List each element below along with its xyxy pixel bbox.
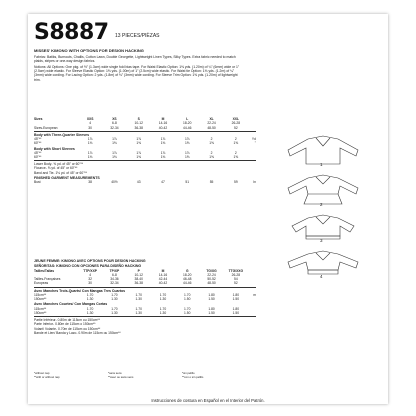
row-unit: " bbox=[254, 141, 256, 146]
row-cell: 2 bbox=[234, 136, 237, 141]
row-cell: 2 bbox=[234, 150, 237, 155]
row-cell: 36-38 bbox=[134, 125, 143, 130]
sketch-number: 1 bbox=[320, 162, 323, 167]
row-cell: 32 bbox=[88, 277, 92, 282]
yardage-chart-english bbox=[34, 117, 256, 185]
row-cell: M bbox=[161, 268, 165, 273]
row-cell: 50-52 bbox=[207, 277, 216, 282]
chart-section-heading: Body with Three-Quarter Sleeves bbox=[34, 132, 90, 137]
row-cell: 1.70 bbox=[159, 292, 167, 297]
row-cell: 1.50 bbox=[184, 297, 191, 302]
row-cell: 48-50 bbox=[207, 281, 216, 286]
row-cell: G bbox=[185, 268, 189, 273]
row-cell: 1⅜ bbox=[136, 141, 141, 146]
row-cell: 18-20 bbox=[183, 121, 192, 126]
row-cell: 1.80 bbox=[208, 306, 215, 311]
row-cell: 1.70 bbox=[86, 306, 94, 311]
piece-count: 13 PIECES/PIÈZAS bbox=[115, 33, 160, 39]
row-cell: 1⅞ bbox=[136, 150, 141, 155]
chart-row bbox=[34, 297, 256, 301]
notions-text: Notions: All Options: One pkg. of ½" (1.3cm) wide single fold bias tape. For Waist Elastic Option: 1⅜ yds. (1.20m) of ¼" (6mm) wide or 1" (2.5cm) wide elastic. For Sleeve Elastic Option: 1⅜ yds. (1.00m) of 1" (2.5cm) wide elastic. For Waist tie Option: 1⅜ yds. (1.2m) of ¼" (3mm) wide cording. For Lacing Option: 2 yds. (1.8m) of ⅛" (3mm) wide cording. For Sleeve Trim Option: 1⅜ yds. (1.20m) of lightweight trim. bbox=[34, 64, 240, 82]
row-cell: 32-34 bbox=[110, 281, 119, 286]
row-label: 115cm** bbox=[34, 306, 47, 311]
french-title: JEUNE FEMME: KIMONO AVEC OPTIONS POUR DESIGN HACKING bbox=[34, 259, 146, 263]
chart-section-heading: FINISHED GARMENT MEASUREMENTS bbox=[34, 175, 100, 180]
footnote: *without nap bbox=[34, 371, 50, 375]
row-unit: In bbox=[253, 180, 256, 185]
row-cell: 1⅝ bbox=[233, 155, 239, 160]
row-cell: 43 bbox=[136, 180, 141, 185]
row-cell: 1⅞ bbox=[184, 136, 190, 141]
chart-line: Lower Body- ⅜ yd. of 45" or 60"** bbox=[34, 162, 84, 167]
spanish-title: SEÑORITAS: KIMONO CON OPCIONES PARA DISEÑO HACKING bbox=[34, 264, 142, 269]
row-cell: 1.70 bbox=[184, 292, 191, 297]
sketch-3 bbox=[268, 212, 378, 242]
row-cell: TTP/XXP bbox=[83, 268, 98, 273]
footnote: **with or without nap bbox=[34, 374, 60, 379]
row-cell: 1.80 bbox=[208, 292, 215, 297]
row-unit: Yd bbox=[251, 136, 256, 141]
row-cell: 1⅜ bbox=[112, 141, 117, 146]
row-cell: 52 bbox=[233, 281, 238, 286]
chart-line: Flounce- ⅝ yd. of 45" or 60"** bbox=[34, 166, 78, 171]
sketch-number: 3 bbox=[320, 238, 323, 243]
row-cell: TG/XG bbox=[206, 268, 217, 273]
sketch-1 bbox=[268, 132, 378, 166]
row-cell: 1⅞ bbox=[87, 136, 93, 141]
row-label: Europeas bbox=[34, 281, 49, 286]
row-cell: 36-38 bbox=[134, 281, 143, 286]
row-unit bbox=[248, 297, 256, 301]
row-cell: 1.50 bbox=[208, 297, 215, 302]
row-cell: 1⅝ bbox=[184, 155, 190, 160]
row-cell: M bbox=[161, 117, 165, 121]
chart-divider bbox=[34, 131, 256, 132]
row-cell: 1.70 bbox=[111, 292, 118, 297]
row-label: 45"** bbox=[34, 150, 42, 155]
row-cell: 1⅜ bbox=[160, 155, 166, 160]
sketch-4 bbox=[268, 248, 378, 278]
chart-row bbox=[34, 141, 256, 145]
row-cell: 1⅞ bbox=[184, 150, 190, 155]
row-cell: 54 bbox=[233, 277, 238, 282]
row-cell: 44-46 bbox=[183, 125, 192, 130]
row-cell: 1⅞ bbox=[87, 150, 93, 155]
row-cell: 1⅞ bbox=[160, 136, 166, 141]
chart-divider bbox=[34, 287, 256, 288]
row-cell: 1⅝ bbox=[209, 141, 214, 146]
row-cell: 1.70 bbox=[159, 306, 167, 311]
row-cell: 51 bbox=[185, 180, 190, 185]
footnote-group bbox=[108, 372, 182, 379]
garment-title: MISSES' KIMONO WITH OPTIONS FOR DESIGN HACKING bbox=[34, 48, 144, 53]
row-cell: 1.70 bbox=[111, 306, 118, 311]
row-cell: 32-34 bbox=[110, 125, 119, 130]
row-unit bbox=[248, 126, 256, 130]
sketch-2 bbox=[268, 172, 378, 206]
chart-line: Volant/ Volante- 0.70m de 115cm ou 150cm** bbox=[34, 326, 101, 331]
row-cell: TP/XP bbox=[109, 268, 120, 273]
row-cell: TTG/XXG bbox=[228, 268, 244, 273]
chart-row bbox=[34, 126, 256, 130]
row-cell: 18-20 bbox=[183, 272, 192, 277]
row-cell: 14-16 bbox=[158, 272, 168, 277]
footnote: **con o sin pelillo bbox=[182, 374, 204, 379]
row-cell: 55 bbox=[209, 180, 214, 185]
row-cell: 1⅞ bbox=[112, 150, 117, 155]
row-cell: 2 bbox=[210, 150, 213, 155]
row-cell: 1.80 bbox=[232, 306, 240, 311]
row-cell: 4 bbox=[89, 121, 92, 126]
row-cell: 1.50 bbox=[232, 297, 240, 302]
chart-section-heading: Avec Manches Courtes/ Con Mangas Cortas bbox=[34, 302, 108, 307]
row-unit bbox=[248, 311, 256, 315]
row-label: 45"** bbox=[34, 136, 42, 141]
chart-row bbox=[34, 180, 256, 184]
footnote-group bbox=[34, 372, 108, 379]
row-unit: m bbox=[253, 292, 256, 297]
row-cell: 1.30 bbox=[86, 311, 94, 316]
row-cell: P bbox=[137, 268, 140, 273]
footnotes bbox=[34, 372, 256, 379]
row-cell: 14-16 bbox=[158, 121, 168, 126]
chart-line: Parte Inferior- 0.80m de 115cm o 150cm** bbox=[34, 322, 96, 327]
row-cell: 22-24 bbox=[207, 121, 216, 126]
sketch-number: 2 bbox=[320, 202, 323, 207]
row-cell: 38-40 bbox=[134, 277, 143, 282]
row-label: Tailles-Françaises bbox=[34, 277, 61, 282]
row-unit bbox=[248, 281, 256, 285]
row-cell: 47 bbox=[161, 180, 165, 185]
row-cell: 1.50 bbox=[208, 311, 215, 316]
row-label: Tailles/Tallas bbox=[34, 268, 55, 273]
row-cell: 1⅜ bbox=[87, 141, 93, 146]
row-cell: 1⅞ bbox=[160, 150, 166, 155]
row-cell: XXS bbox=[86, 117, 94, 121]
row-unit bbox=[248, 155, 256, 159]
row-cell: 1.30 bbox=[159, 311, 167, 316]
row-label: 60"** bbox=[34, 155, 42, 160]
row-cell: 1.30 bbox=[159, 297, 167, 302]
yardage-chart-french-spanish bbox=[34, 258, 256, 335]
chart-line: Band and Tie- 1⅛ yd. of 45" or 60"** bbox=[34, 170, 87, 175]
row-label: Sizes-European bbox=[34, 125, 58, 130]
garment-sketches bbox=[268, 132, 378, 282]
chart-row bbox=[34, 281, 256, 285]
row-cell: 38 bbox=[88, 180, 92, 185]
chart-line: Partie Inférieur- 0.80m de 115cm ou 150cm** bbox=[34, 317, 100, 322]
row-cell: 30 bbox=[88, 281, 92, 286]
row-label: Bust bbox=[34, 180, 41, 185]
row-cell: 59 bbox=[233, 180, 238, 185]
fabrics-text: Fabrics: Batiks, Burnouts, Challis, Cotton Lawn, Double Georgette, Lightweight Linen Types, Silky Types. Extra fabric needed to match plaids, stripes or one-way design fabrics. bbox=[34, 54, 236, 63]
intro-text bbox=[34, 49, 244, 83]
row-label: 115cm** bbox=[34, 292, 47, 297]
row-cell: 6-8 bbox=[112, 272, 117, 277]
row-label: 150cm** bbox=[34, 297, 47, 302]
footnote: *sans sens bbox=[108, 371, 122, 375]
row-cell: 1⅜ bbox=[160, 141, 166, 146]
row-cell: 1.30 bbox=[135, 311, 142, 316]
row-cell: XXL bbox=[232, 117, 240, 121]
row-cell: 40-42 bbox=[158, 125, 168, 130]
row-cell: 1⅝ bbox=[233, 141, 239, 146]
row-cell: 1.50 bbox=[184, 311, 191, 316]
row-cell: 26-28 bbox=[231, 121, 241, 126]
row-cell: 4 bbox=[89, 272, 92, 277]
footer-note: Instrucciones de costura en Español en el Interior del Patrón. bbox=[151, 398, 265, 403]
chart-row bbox=[34, 155, 256, 159]
row-cell: 1⅝ bbox=[184, 141, 190, 146]
row-label: 150cm** bbox=[34, 311, 47, 316]
row-cell: 1⅞ bbox=[112, 136, 117, 141]
row-cell: 30 bbox=[88, 125, 92, 130]
row-cell: 1.30 bbox=[111, 311, 118, 316]
row-cell: 52 bbox=[233, 125, 238, 130]
row-cell: S bbox=[137, 117, 140, 121]
chart-section-heading: Body with Short Sleeves bbox=[34, 146, 75, 151]
row-cell: 46-48 bbox=[183, 277, 192, 282]
row-cell: 1.30 bbox=[111, 297, 118, 302]
row-cell: 2 bbox=[210, 136, 213, 141]
row-cell: XS bbox=[112, 117, 117, 121]
row-cell: 1⅞ bbox=[136, 136, 141, 141]
row-cell: 1⅜ bbox=[112, 155, 117, 160]
row-cell: 26-28 bbox=[231, 272, 241, 277]
sketch-number: 4 bbox=[320, 274, 323, 279]
pattern-number: S8887 bbox=[34, 20, 109, 45]
chart-line: Bande et Lien/ Banda y Lazo- 0.90m de 115cm ou 150cm** bbox=[34, 330, 121, 335]
row-cell: 44-46 bbox=[183, 281, 192, 286]
row-cell: 1.80 bbox=[232, 292, 240, 297]
row-cell: 10-12 bbox=[134, 121, 143, 126]
header bbox=[34, 20, 160, 45]
row-cell: 6-8 bbox=[112, 121, 117, 126]
row-cell: XL bbox=[209, 117, 214, 121]
row-cell: 42-44 bbox=[158, 277, 168, 282]
chart-row bbox=[34, 311, 256, 315]
row-cell: 1⅜ bbox=[87, 155, 93, 160]
row-cell: 1⅝ bbox=[209, 155, 214, 160]
row-cell: 40½ bbox=[111, 180, 118, 185]
row-cell: 48-50 bbox=[207, 125, 216, 130]
row-cell: 10-12 bbox=[134, 272, 143, 277]
row-cell: 1.50 bbox=[232, 311, 240, 316]
footnote: *sin pelillo bbox=[182, 371, 195, 375]
row-label: Sizes bbox=[34, 117, 43, 121]
row-cell: 1⅜ bbox=[136, 155, 141, 160]
row-cell: 34-36 bbox=[110, 277, 119, 282]
row-cell: 1.70 bbox=[184, 306, 191, 311]
row-cell: 1.70 bbox=[86, 292, 94, 297]
chart-section-heading: Avec Manches Trois-Quarts/ Con Mangas Tres Cuartos bbox=[34, 288, 126, 293]
row-cell: 1.30 bbox=[135, 297, 142, 302]
row-cell: 40-42 bbox=[158, 281, 168, 286]
row-cell: 22-24 bbox=[207, 272, 216, 277]
row-cell: 1.30 bbox=[86, 297, 94, 302]
footnote: **avec ou sans sens bbox=[108, 374, 134, 379]
row-cell: 1.70 bbox=[135, 292, 142, 297]
pattern-envelope-back bbox=[28, 14, 388, 404]
row-cell: L bbox=[186, 117, 189, 121]
row-cell: 1.70 bbox=[135, 306, 142, 311]
row-label: 60"** bbox=[34, 141, 42, 146]
footnote-group bbox=[182, 372, 256, 379]
